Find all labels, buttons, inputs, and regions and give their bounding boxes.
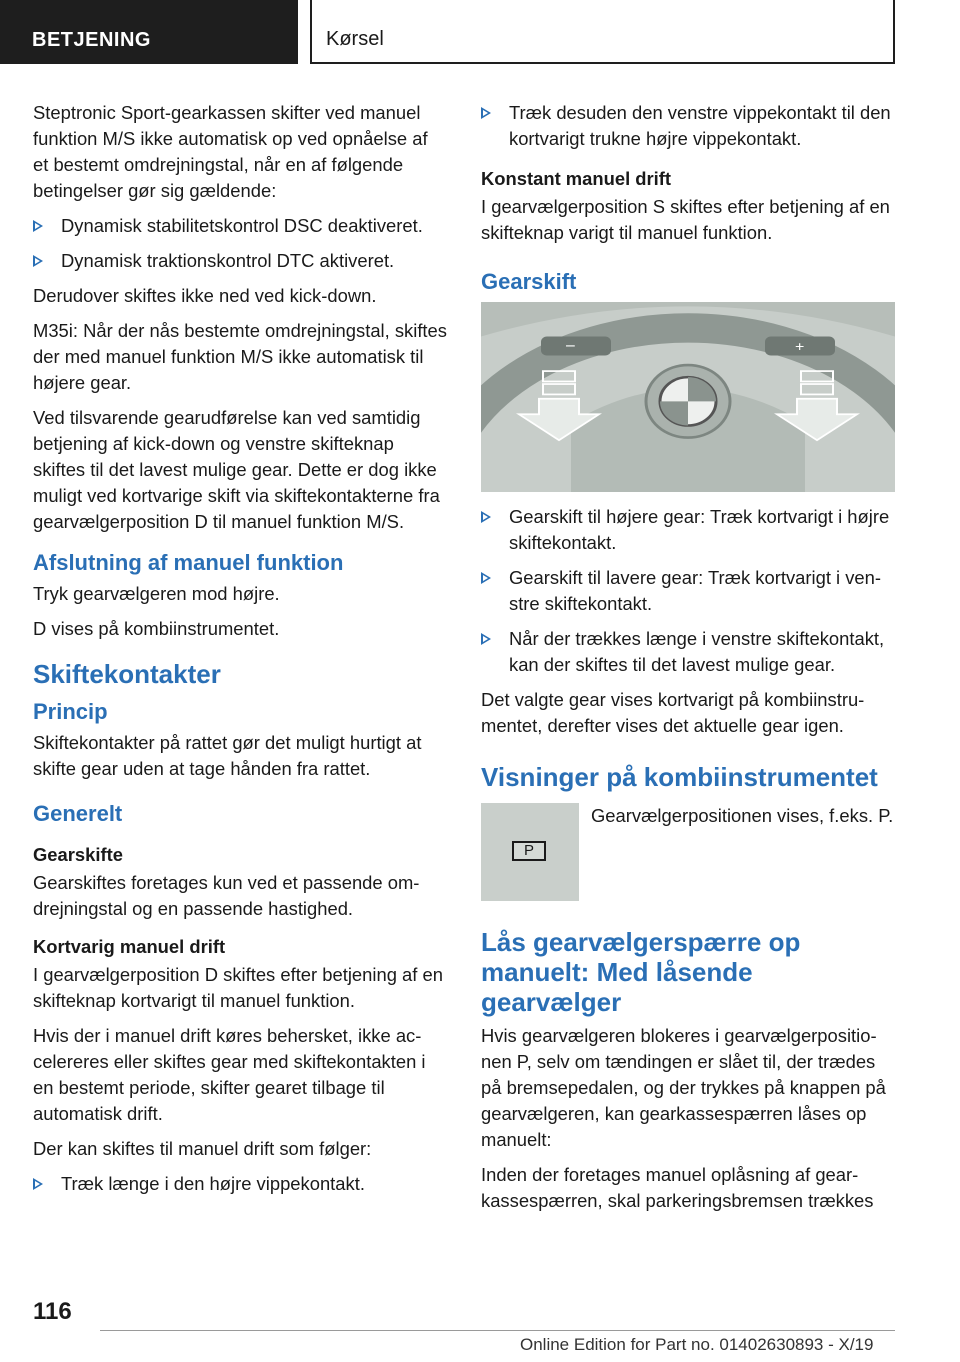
gearskifte-paragraph: Gearskiftes foretages kun ved et passende omdrejningstal og en passende hastighed. <box>33 872 420 919</box>
section-tab: BETJENING <box>0 0 298 64</box>
derkan-paragraph: Der kan skiftes til manuel drift som følger: <box>33 1138 372 1159</box>
display-description: Gearvælgerpositionen vises, f.eks. P. <box>591 805 894 826</box>
list-item-text: Gearskift til lavere gear: Træk kortvarigt i venstre skiftekontakt. <box>509 567 882 614</box>
inden-paragraph: Inden der foretages manuel oplåsning af gearkassespærren, skal parkeringsbremsen trækkes <box>481 1164 874 1211</box>
triangle-bullet-icon <box>33 1178 43 1190</box>
heading-gearskift: Gearskift <box>481 269 577 294</box>
valgte-paragraph: Det valgte gear vises kortvarigt på kombiinstrumentet, derefter vises det aktuelle gear igen. <box>481 689 865 736</box>
left-column <box>33 100 447 1206</box>
minus-label: − <box>565 337 576 355</box>
triangle-bullet-icon <box>33 220 43 232</box>
triangle-bullet-icon <box>481 107 491 119</box>
heading-gearskifte: Gearskifte <box>33 844 123 865</box>
list-item-text: Træk længe i den højre vippekontakt. <box>61 1173 365 1194</box>
list-item <box>33 1171 447 1197</box>
laas-paragraph: Hvis gearvælgeren blokeres i gearvælgerpositionen P, selv om tændingen er slået til, der trædes på bremsepedalen, og der trykkes på knappen på gearvælgeren, kan gearkassespærren låses op manuelt: <box>481 1025 886 1150</box>
tryk-paragraph: Tryk gearvælgeren mod højre. <box>33 583 280 604</box>
list-item-text: Træk desuden den venstre vippekontakt til den kortvarigt trukne højre vippekontakt. <box>509 102 891 149</box>
list-item <box>481 100 895 152</box>
m35i-paragraph: M35i: Når der nås bestemte omdrejningstal, skiftes der med manuel funktion M/S ikke automatisk til højere gear. <box>33 320 447 393</box>
heading-kortvarig: Kortvarig manuel drift <box>33 936 226 957</box>
list-item-text: Dynamisk traktionskontrol DTC aktiveret. <box>61 250 395 271</box>
chapter-tab: Kørsel <box>310 0 895 64</box>
gear-paragraph: Ved tilsvarende gearudførelse kan ved samtidig betjening af kick-down og venstre skifteknap skiftes til det lavest mulige gear. Dette er dog ikke muligt ved kortvarige skift via skiftekontakterne fra gearvælgerposition D til manuel funktion M/S. <box>33 407 440 532</box>
page-header <box>0 0 960 66</box>
page-number: 116 <box>33 1298 72 1325</box>
gear-indicator: P <box>512 841 546 861</box>
dvises-paragraph: D vises på kombiinstrumentet. <box>33 618 280 639</box>
heading-skiftekontakter: Skiftekontakter <box>33 659 221 689</box>
list-item <box>481 504 895 556</box>
list-item <box>481 626 895 678</box>
konstant-paragraph: I gearvælgerposition S skiftes efter betjening af en skifteknap varigt til manuel funktion. <box>481 196 890 243</box>
hvis-paragraph: Hvis der i manuel drift køres behersket, ikke accelereres eller skiftes gear med skiftekontakten i en bestemt periode, skifter gearet tilbage til automatisk drift. <box>33 1025 426 1124</box>
right-column <box>481 100 895 1223</box>
plus-label: + <box>795 339 805 355</box>
heading-laas: Lås gearvælgerspærre op manuelt: Med låsende gearvælger <box>481 927 801 1017</box>
heading-afslutning: Afslutning af manuel funktion <box>33 550 344 575</box>
triangle-bullet-icon <box>481 511 491 523</box>
list-item-text: Når der trækkes længe i venstre skiftekontakt, kan der skiftes til det lavest mulige gear. <box>509 628 885 675</box>
kortvarig-paragraph: I gearvælgerposition D skiftes efter betjening af en skifteknap kortvarigt til manuel funktion. <box>33 964 443 1011</box>
heading-generelt: Generelt <box>33 801 123 826</box>
edition-text: Online Edition for Part no. 01402630893 - X/19 <box>520 1335 874 1354</box>
list-item-text: Gearskift til højere gear: Træk kortvarigt i højre skiftekontakt. <box>509 506 890 553</box>
footer-divider <box>100 1330 895 1331</box>
triangle-bullet-icon <box>33 255 43 267</box>
heading-konstant: Konstant manuel drift <box>481 168 672 189</box>
triangle-bullet-icon <box>481 572 491 584</box>
gear-display-thumbnail <box>481 803 579 901</box>
steering-wheel-illustration <box>481 302 895 492</box>
kickdown-paragraph: Derudover skiftes ikke ned ved kick-down. <box>33 285 377 306</box>
display-example <box>481 803 895 901</box>
triangle-bullet-icon <box>481 633 491 645</box>
intro-paragraph: Steptronic Sport-gearkassen skifter ved manuel funktion M/S ikke automatisk op ved opnåelse af et bestemt omdrejningstal, når en af følgende betingelser gør sig gældende: <box>33 102 428 201</box>
heading-princip: Princip <box>33 699 108 724</box>
list-item <box>33 248 447 274</box>
list-item <box>33 213 447 239</box>
list-item-text: Dynamisk stabilitetskontrol DSC deaktiveret. <box>61 215 423 236</box>
heading-visninger: Visninger på kombiinstrumentet <box>481 762 878 792</box>
list-item <box>481 565 895 617</box>
princip-paragraph: Skiftekontakter på rattet gør det muligt hurtigt at skifte gear uden at tage hånden fra rattet. <box>33 732 422 779</box>
